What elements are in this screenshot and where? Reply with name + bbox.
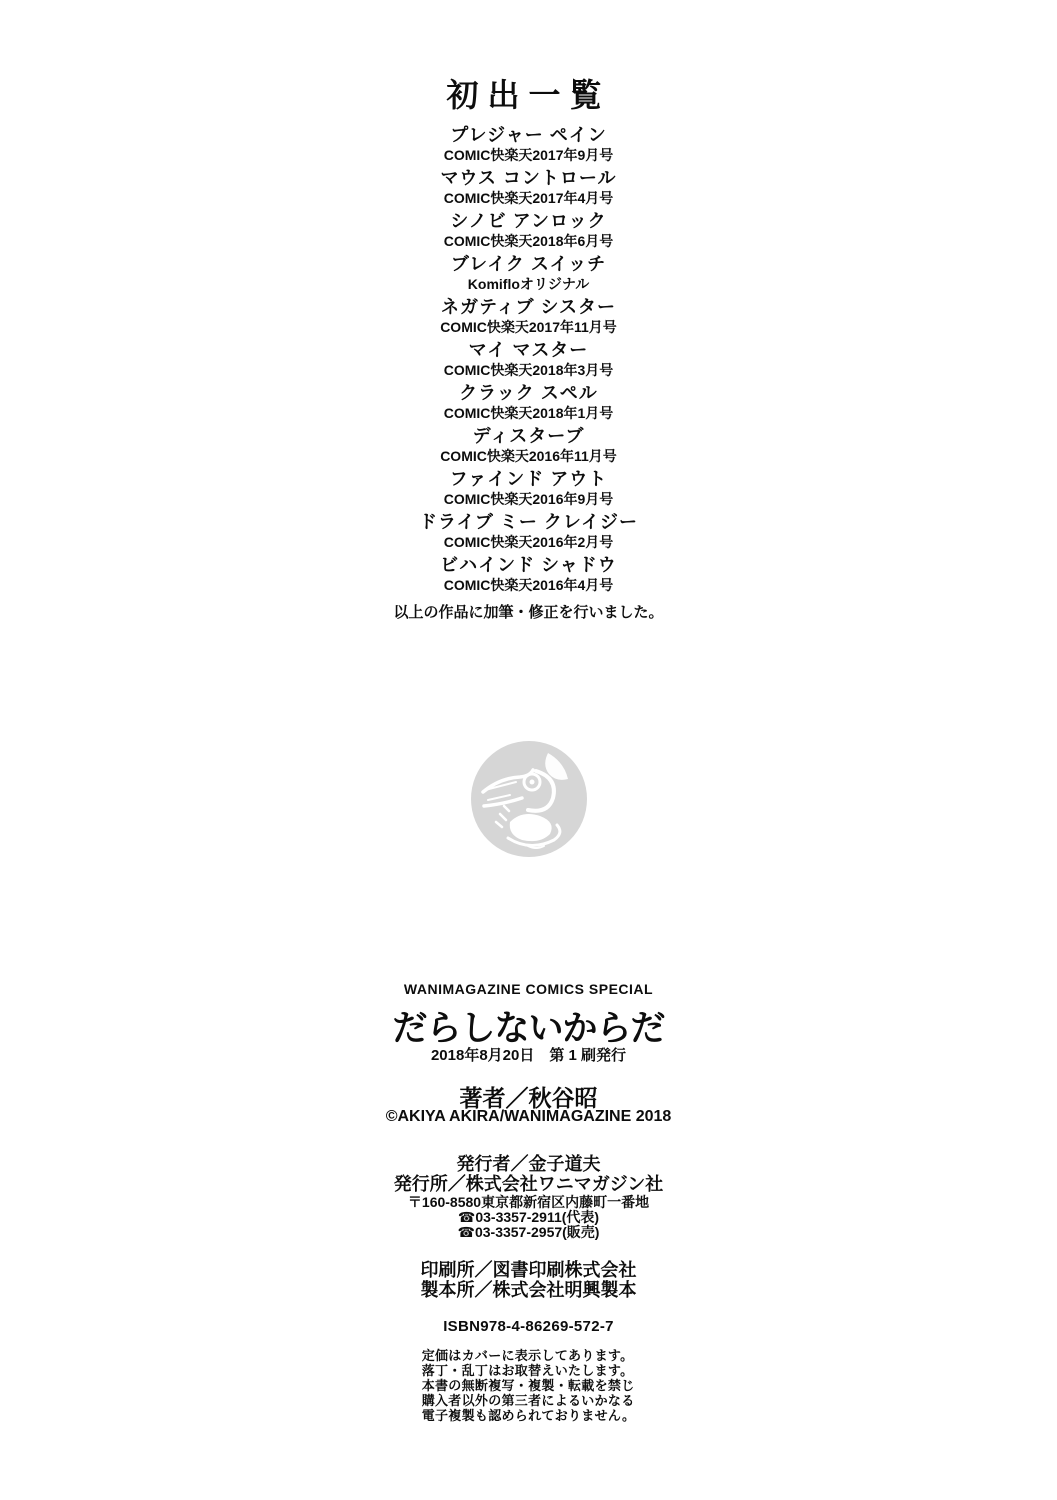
work-source: COMIC快楽天2016年9月号 — [443, 491, 614, 507]
revision-note: 以上の作品に加筆・修正を行いました。 — [393, 604, 664, 621]
author-credit: 著者／秋谷昭 — [459, 1085, 598, 1111]
publication-item — [0, 124, 1057, 167]
work-source: COMIC快楽天2017年11月号 — [440, 319, 617, 335]
publication-item — [0, 210, 1057, 253]
publication-item — [0, 339, 1057, 382]
wanimagazine-crocodile-logo — [470, 740, 588, 858]
work-source: COMIC快楽天2017年9月号 — [443, 147, 614, 163]
work-source: Komifloオリジナル — [467, 276, 590, 292]
publication-item — [0, 554, 1057, 597]
work-source: COMIC快楽天2018年1月号 — [443, 405, 614, 421]
work-source: COMIC快楽天2016年2月号 — [443, 534, 614, 550]
publisher-address: 〒160-8580東京都新宿区内藤町一番地 — [407, 1194, 650, 1210]
book-title: だらしないからだ — [392, 1009, 665, 1048]
isbn: ISBN978-4-86269-572-7 — [443, 1318, 614, 1335]
work-title: クラック スペル — [459, 383, 598, 403]
copyright-notice: ©AKIYA AKIRA/WANIMAGAZINE 2018 — [385, 1108, 672, 1125]
notice-line: 落丁・乱丁はお取替えいたします。 — [421, 1363, 634, 1378]
work-source: COMIC快楽天2017年4月号 — [443, 190, 614, 206]
publisher-person: 発行者／金子道夫 — [456, 1154, 601, 1174]
series-label: WANIMAGAZINE COMICS SPECIAL — [403, 981, 654, 997]
publication-item — [0, 511, 1057, 554]
printer-line: 印刷所／図書印刷株式会社 — [420, 1260, 637, 1280]
work-title: マウス コントロール — [440, 168, 617, 188]
publication-list — [0, 124, 1057, 597]
publication-item — [0, 468, 1057, 511]
work-title: マイ マスター — [468, 340, 589, 360]
notice-line: 購入者以外の第三者によるいかなる — [421, 1393, 635, 1408]
work-title: ネガティブ シスター — [440, 297, 617, 317]
work-source: COMIC快楽天2016年4月号 — [443, 577, 614, 593]
print-date: 2018年8月20日 第 1 刷発行 — [430, 1047, 627, 1064]
work-title: ビハインド シャドウ — [440, 555, 617, 575]
publication-item — [0, 296, 1057, 339]
purchase-notes — [422, 1348, 636, 1423]
publication-item — [0, 253, 1057, 296]
work-source: COMIC快楽天2018年6月号 — [443, 233, 614, 249]
phone-sales: ☎03-3357-2957(販売) — [457, 1224, 600, 1240]
publication-item — [0, 167, 1057, 210]
work-title: プレジャー ペイン — [450, 125, 607, 145]
work-title: ブレイク スイッチ — [450, 254, 607, 274]
work-source: COMIC快楽天2016年11月号 — [440, 448, 617, 464]
work-title: ディスターブ — [472, 426, 585, 446]
work-title: シノビ アンロック — [450, 211, 607, 231]
notice-line: 電子複製も認められておりません。 — [421, 1408, 636, 1423]
publication-item — [0, 382, 1057, 425]
work-source: COMIC快楽天2018年3月号 — [443, 362, 614, 378]
phone-main: ☎03-3357-2911(代表) — [457, 1209, 600, 1225]
crocodile-logo-graphic — [470, 740, 588, 858]
work-title: ドライブ ミー クレイジー — [418, 512, 639, 532]
work-title: ファインド アウト — [449, 469, 608, 489]
notice-line: 本書の無断複写・複製・転載を禁じ — [421, 1378, 635, 1393]
publication-item — [0, 425, 1057, 468]
notice-line: 定価はカバーに表示してあります。 — [421, 1348, 634, 1363]
bindery-line: 製本所／株式会社明興製本 — [420, 1280, 637, 1300]
publishing-house: 発行所／株式会社ワニマガジン社 — [393, 1174, 664, 1194]
first-publication-list-title: 初出一覧 — [446, 77, 611, 113]
